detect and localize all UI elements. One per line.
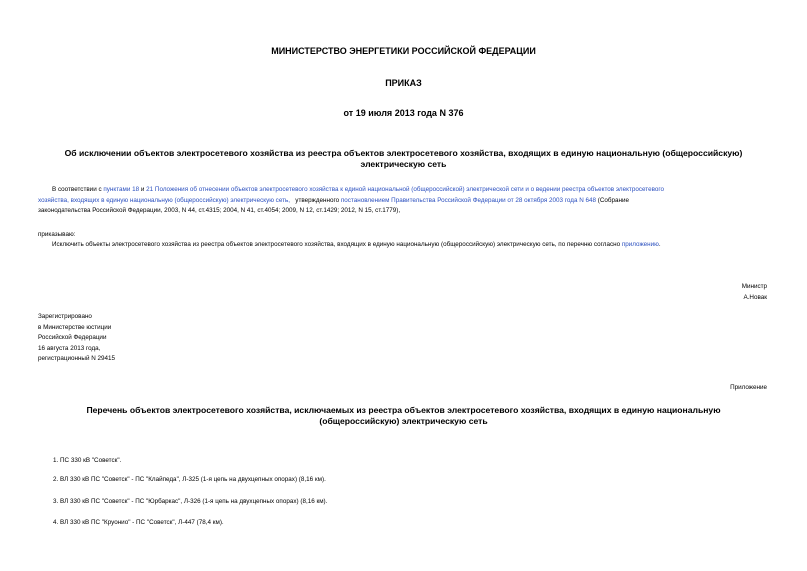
registration-block: [38, 312, 115, 365]
preamble-and: и: [140, 186, 145, 193]
appendix-label: Приложение: [730, 384, 767, 391]
registration-line: регистрационный N 29415: [38, 355, 116, 362]
signature-name: А.Новак: [743, 293, 767, 301]
preamble-intro: В соответствии с: [52, 186, 102, 193]
registration-line: Зарегистрировано: [38, 313, 92, 320]
prikazyvayu-label: приказываю:: [38, 231, 76, 238]
registration-line: 16 августа 2013 года,: [38, 344, 101, 352]
order-title: [40, 148, 767, 170]
registration-line: в Министерстве юстиции: [38, 323, 112, 331]
link-appendix[interactable]: приложению: [621, 241, 659, 248]
order-title-line-2: электрическую сеть: [360, 159, 447, 169]
list-item: 2. ВЛ 330 кВ ПС "Советск" - ПС "Клайпеда", Л-325 (1-я цепь на двухцепных опорах) (8,16 км).: [53, 476, 326, 483]
doc-type-heading: ПРИКАЗ: [385, 78, 422, 88]
preamble-line-1: [38, 185, 769, 196]
order-period: .: [658, 241, 661, 248]
link-government-decree[interactable]: постановлением Правительства Российской Федерации от 28 октября 2003 года N 648: [340, 196, 596, 204]
list-item: 3. ВЛ 330 кВ ПС "Советск" - ПС "Юрбаркас", Л-326 (1-я цепь на двухцепных опорах) (8,16 км).: [53, 498, 328, 505]
preamble-approved: утвержденного: [295, 196, 340, 204]
appendix-title-line-2: (общероссийскую) электрическую сеть: [319, 416, 488, 426]
preamble-line-3: законодательства Российской Федерации, 2003, N 44, ст.4315; 2004, N 41, ст.4054; 2009, N 12, ст.1429; 2012, N 15, ст.1779),: [38, 207, 401, 214]
preamble-line-2: [38, 196, 769, 207]
signature-position: Министр: [741, 283, 767, 290]
link-regulation-cont[interactable]: хозяйства, входящих в единую национальную (общероссийскую) электрическую сеть,: [38, 196, 291, 204]
link-regulation[interactable]: 21 Положения об отнесении объектов электросетевого хозяйства к единой национальной (общероссийской) электрической сети и о ведении реестра объектов электросетевого: [146, 186, 665, 193]
date-number-heading: от 19 июля 2013 года N 376: [343, 108, 464, 118]
appendix-title-line-1: Перечень объектов электросетевого хозяйства, исключаемых из реестра объектов электросетевого хозяйства, входящих в единую национальную: [86, 405, 721, 415]
link-punkt-18[interactable]: пунктами 18: [103, 186, 140, 193]
order-text: [52, 240, 661, 251]
order-body: Исключить объекты электросетевого хозяйства из реестра объектов электросетевого хозяйства, входящих в единую национальную (общероссийскую) электрическую сеть, по перечню согласно: [52, 241, 621, 248]
preamble-tail: (Собрание: [597, 196, 630, 204]
preamble-paragraph: [38, 185, 769, 217]
signature-block: [742, 282, 767, 303]
order-title-line-1: Об исключении объектов электросетевого хозяйства из реестра объектов электросетевого хозяйства, входящих в единую национальную (общероссийскую): [64, 148, 743, 158]
list-item: 4. ВЛ 330 кВ ПС "Круонио" - ПС "Советск", Л-447 (78,4 км).: [53, 519, 224, 526]
list-item: 1. ПС 330 кВ "Советск".: [53, 457, 122, 464]
ministry-heading: МИНИСТЕРСТВО ЭНЕРГЕТИКИ РОССИЙСКОЙ ФЕДЕРАЦИИ: [271, 46, 536, 56]
registration-line: Российской Федерации: [38, 334, 107, 341]
appendix-title: [40, 405, 767, 427]
